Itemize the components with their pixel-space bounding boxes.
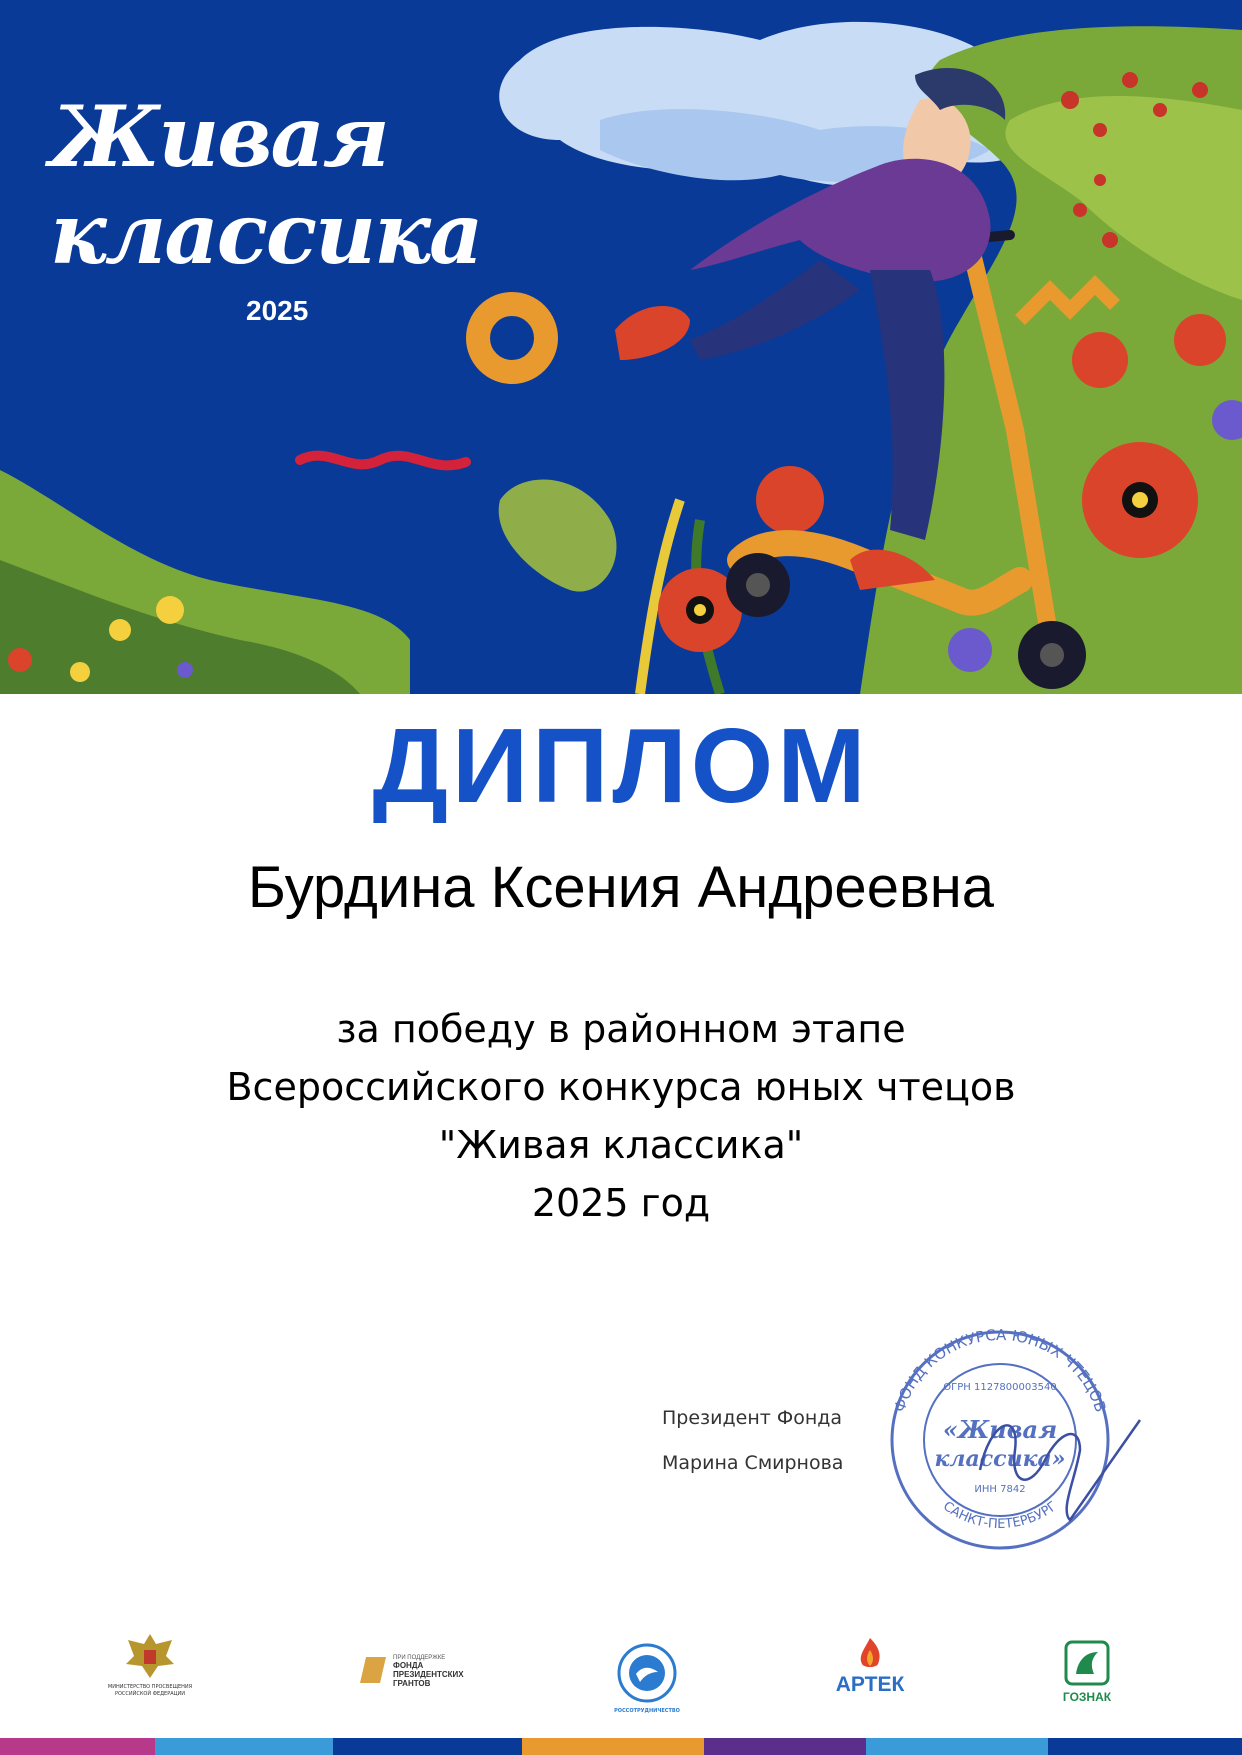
stripe-segment <box>1048 1738 1242 1755</box>
grants-line4: ГРАНТОВ <box>393 1679 431 1688</box>
grants-mark-icon <box>358 1655 388 1685</box>
stamp-city: САНКТ-ПЕТЕРБУРГ <box>940 1498 1060 1533</box>
flame-icon <box>850 1636 890 1670</box>
grants-line1: ПРИ ПОДДЕРЖКЕ <box>393 1655 446 1661</box>
rossotrudnichestvo-logo <box>612 1642 682 1714</box>
header-illustration <box>0 0 1242 694</box>
award-reason <box>0 1000 1242 1232</box>
goznak-logo <box>1055 1640 1119 1704</box>
stripe-segment <box>333 1738 522 1755</box>
grants-line2: ФОНДА <box>393 1661 424 1670</box>
stamp-ring-text: ФОНД КОНКУРСА ЮНЫХ ЧТЕЦОВ <box>890 1325 1110 1415</box>
logo-year: 2025 <box>246 295 309 326</box>
artek-label: АРТЕК <box>835 1673 905 1696</box>
official-stamp <box>870 1320 1150 1560</box>
stripe-segment <box>704 1738 866 1755</box>
grants-line3: ПРЕЗИДЕНТСКИХ <box>393 1670 464 1679</box>
stamp-inn: ИНН 7842 <box>974 1484 1026 1495</box>
ministry-line1: МИНИСТЕРСТВО ПРОСВЕЩЕНИЯ <box>107 1684 193 1690</box>
goznak-label: ГОЗНАК <box>1062 1690 1112 1704</box>
stamp-center-1: «Живая <box>942 1415 1058 1444</box>
logo-title-line2: классика <box>50 184 482 283</box>
stripe-segment <box>522 1738 704 1755</box>
svg-text:ФОНД КОНКУРСА ЮНЫХ ЧТЕЦОВ <box>890 1326 1109 1414</box>
bottom-color-stripe <box>0 1738 1242 1755</box>
grants-logo <box>358 1655 488 1688</box>
reason-line-4: 2025 год <box>531 1181 711 1225</box>
stamp-ogrn: ОГРН 1127800003540 <box>943 1382 1057 1393</box>
stripe-segment <box>866 1738 1048 1755</box>
artek-logo <box>825 1636 915 1696</box>
stripe-segment <box>155 1738 333 1755</box>
globe-dove-icon <box>616 1642 678 1704</box>
stripe-segment <box>0 1738 155 1755</box>
recipient-name: Бурдина Ксения Андреевна <box>247 855 995 920</box>
eagle-emblem-icon <box>120 1630 180 1680</box>
signer-name: Марина Смирнова <box>662 1452 844 1474</box>
diploma-title: ДИПЛОМ <box>372 707 870 825</box>
reason-line-2: Всероссийского конкурса юных чтецов <box>226 1065 1016 1109</box>
rossotrudnichestvo-label: РОССОТРУДНИЧЕСТВО <box>614 1708 680 1714</box>
signer-position: Президент Фонда <box>662 1407 843 1429</box>
goznak-emblem-icon <box>1064 1640 1110 1686</box>
logo-title-line1: Живая <box>50 87 388 186</box>
partner-logos <box>0 1630 1242 1730</box>
ministry-line2: РОССИЙСКОЙ ФЕДЕРАЦИИ <box>114 1691 186 1697</box>
reason-line-3: "Живая классика" <box>438 1123 804 1167</box>
reason-line-1: за победу в районном этапе <box>336 1007 906 1051</box>
stamp-center-2: классика» <box>934 1446 1066 1472</box>
ministry-logo <box>100 1630 200 1698</box>
